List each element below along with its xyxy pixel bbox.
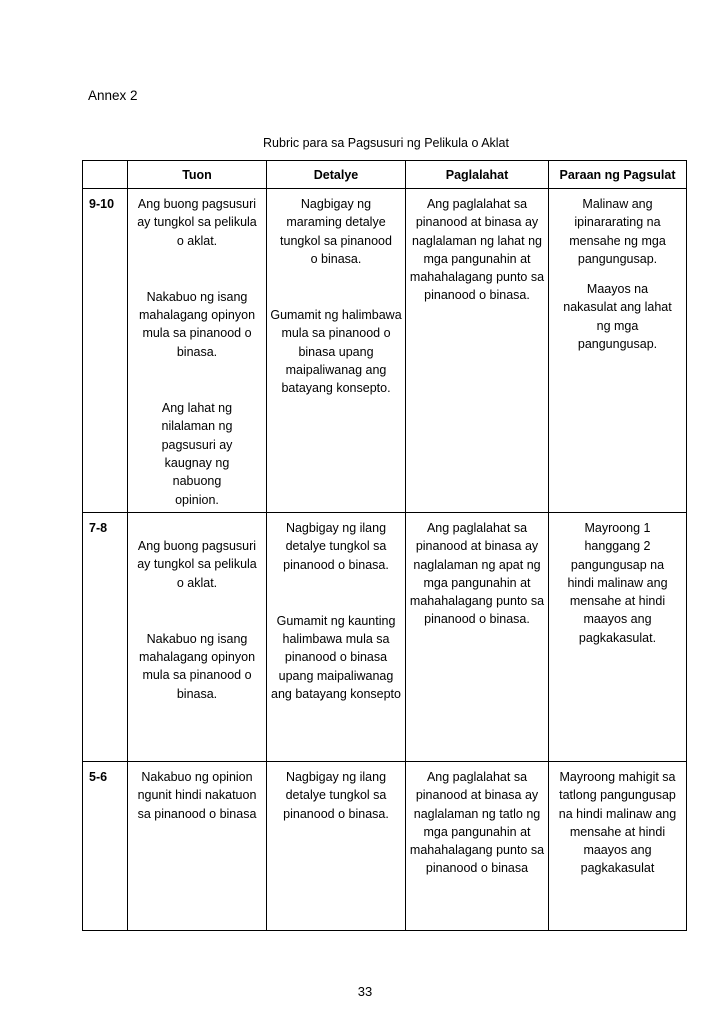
annex-label: Annex 2 (88, 88, 138, 103)
detalye-text: Nagbigay ng ilang detalye tungkol sa pinanood o binasa. (283, 770, 389, 821)
paraan-cell (549, 513, 687, 762)
tuon-cell (128, 762, 267, 931)
header-tuon: Tuon (128, 161, 267, 189)
header-detalye: Detalye (267, 161, 406, 189)
header-score (83, 161, 128, 189)
paglalahat-cell (406, 189, 549, 513)
rubric-title: Rubric para sa Pagsusuri ng Pelikula o Aklat (263, 136, 509, 150)
tuon-cell (128, 513, 267, 762)
paraan-text: Mayroong mahigit sa tatlong pangungusap na hindi malinaw ang mensahe at hindi maayos ang pagkakasulat (558, 770, 677, 876)
detalye-cell (267, 513, 406, 762)
paglalahat-text: Ang paglalahat sa pinanood at binasa ay naglalaman ng apat ng mga pangunahin at mahahalagang punto sa pinanood o binasa. (409, 521, 545, 627)
tuon-text: Nakabuo ng isang mahalagang opinyon mula sa pinanood o binasa. (138, 289, 256, 359)
tuon-text: Ang lahat ng nilalaman ng pagsusuri ay kaugnay ng nabuong opinion. (161, 401, 233, 507)
score-cell: 9-10 (83, 189, 128, 513)
paraan-cell (549, 189, 687, 513)
detalye-text: Nagbigay ng maraming detalye tungkol sa pinanood o binasa. (280, 197, 392, 266)
paglalahat-text: Ang paglalahat sa pinanood at binasa ay naglalaman ng lahat ng mga pangunahin at mahahalagang punto sa pinanood o binasa. (409, 197, 545, 303)
table-row (83, 513, 687, 762)
table-row (83, 189, 687, 513)
detalye-cell (267, 189, 406, 513)
rubric-table (82, 160, 687, 931)
header-paraan: Paraan ng Pagsulat (549, 161, 687, 189)
paraan-cell (549, 762, 687, 931)
tuon-text: Nakabuo ng isang mahalagang opinyon mula sa pinanood o binasa. (138, 631, 256, 701)
table-row (83, 762, 687, 931)
detalye-text: Gumamit ng kaunting halimbawa mula sa pinanood o binasa upang maipaliwanag ang batayang konsepto (271, 613, 401, 702)
table-header-row (83, 161, 687, 189)
detalye-text: Gumamit ng halimbawa mula sa pinanood o binasa upang maipaliwanag ang batayang konsepto. (270, 308, 402, 396)
detalye-text: Nagbigay ng ilang detalye tungkol sa pinanood o binasa. (283, 521, 389, 572)
header-paglalahat: Paglalahat (406, 161, 549, 189)
detalye-cell (267, 762, 406, 931)
tuon-cell (128, 189, 267, 513)
score-cell: 5-6 (83, 762, 128, 931)
paraan-text: Maayos na nakasulat ang lahat ng mga pangungusap. (563, 282, 672, 352)
paglalahat-cell (406, 762, 549, 931)
paraan-text: Mayroong 1 hanggang 2 pangungusap na hindi malinaw ang mensahe at hindi maayos ang pagkakasulat. (567, 521, 668, 645)
tuon-text: Ang buong pagsusuri ay tungkol sa pelikula o aklat. (137, 197, 257, 248)
paglalahat-cell (406, 513, 549, 762)
tuon-text: Nakabuo ng opinion ngunit hindi nakatuon sa pinanood o binasa (137, 770, 257, 821)
paglalahat-text: Ang paglalahat sa pinanood at binasa ay naglalaman ng tatlo ng mga pangunahin at mahahalagang punto sa pinanood o binasa (409, 770, 545, 876)
page-number: 33 (357, 984, 373, 999)
tuon-text: Ang buong pagsusuri ay tungkol sa pelikula o aklat. (137, 539, 257, 590)
paraan-text: Malinaw ang ipinararating na mensahe ng mga pangungusap. (569, 197, 666, 266)
score-cell: 7-8 (83, 513, 128, 762)
